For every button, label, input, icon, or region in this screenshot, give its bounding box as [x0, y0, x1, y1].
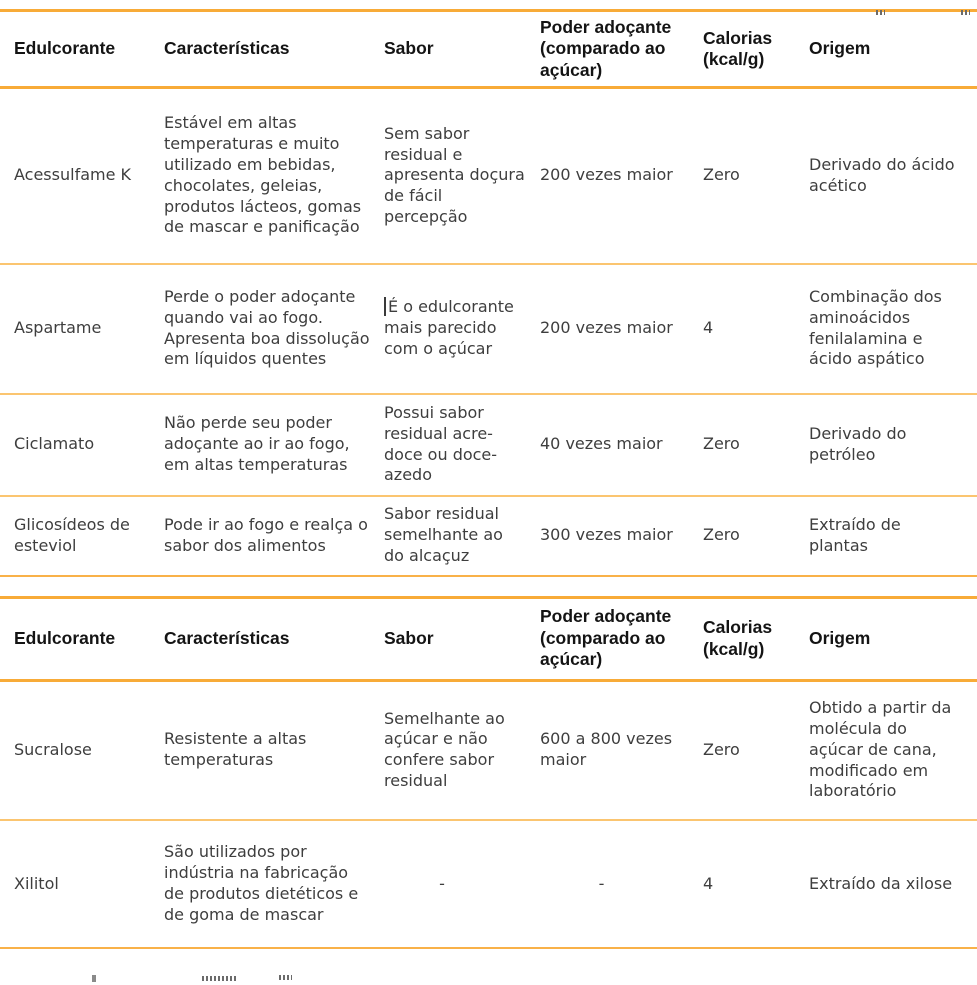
cell-sabor[interactable]	[384, 264, 540, 394]
cell-caracteristicas: Não perde seu poder adoçante ao ir ao fogo, em altas temperaturas	[164, 394, 384, 496]
cell-origem: Derivado do ácido acético	[809, 88, 977, 264]
sweeteners-comparison-page	[0, 9, 977, 985]
text-cursor	[384, 297, 386, 316]
cell-sabor: Possui sabor residual acre-doce ou doce-azedo	[384, 394, 540, 496]
column-header-caracteristicas: Características	[164, 597, 384, 680]
cell-poder-adocante: 200 vezes maior	[540, 88, 703, 264]
sweeteners-table-2	[0, 596, 977, 950]
column-header-calorias: Calorias (kcal/g)	[703, 11, 809, 88]
cell-edulcorante: Acessulfame K	[0, 88, 164, 264]
cell-poder-adocante: 200 vezes maior	[540, 264, 703, 394]
column-header-origem: Origem	[809, 11, 977, 88]
cell-calorias: Zero	[703, 496, 809, 576]
cell-caracteristicas: Resistente a altas temperaturas	[164, 680, 384, 820]
cell-caracteristicas: São utilizados por indústria na fabricação de produtos dietéticos e de goma de mascar	[164, 820, 384, 948]
cell-poder-adocante: -	[540, 820, 703, 948]
cell-origem: Derivado do petróleo	[809, 394, 977, 496]
cell-origem: Combinação dos aminoácidos fenilalamina e ácido aspático	[809, 264, 977, 394]
table-row-aspartame	[0, 264, 977, 394]
cell-calorias: 4	[703, 264, 809, 394]
column-header-caracteristicas: Características	[164, 11, 384, 88]
table-row-xilitol	[0, 820, 977, 948]
cell-sabor: Semelhante ao açúcar e não confere sabor residual	[384, 680, 540, 820]
column-header-sabor: Sabor	[384, 11, 540, 88]
column-header-calorias: Calorias (kcal/g)	[703, 597, 809, 680]
crop-artifact	[202, 976, 236, 981]
crop-artifact	[961, 10, 970, 15]
sweeteners-table-1	[0, 9, 977, 577]
column-header-sabor: Sabor	[384, 597, 540, 680]
cell-sabor-text: É o edulcorante mais parecido com o açúcar	[384, 297, 514, 358]
cell-edulcorante: Aspartame	[0, 264, 164, 394]
cell-poder-adocante: 40 vezes maior	[540, 394, 703, 496]
column-header-edulcorante: Edulcorante	[0, 597, 164, 680]
cell-calorias: Zero	[703, 394, 809, 496]
cell-caracteristicas: Pode ir ao fogo e realça o sabor dos alimentos	[164, 496, 384, 576]
crop-artifact	[92, 975, 96, 982]
cell-calorias: Zero	[703, 88, 809, 264]
table-row-glicosideos-de-esteviol	[0, 496, 977, 576]
crop-artifact	[876, 10, 885, 15]
table-row-sucralose	[0, 680, 977, 820]
table-row-acessulfame-k	[0, 88, 977, 264]
cell-sabor: Sem sabor residual e apresenta doçura de fácil percepção	[384, 88, 540, 264]
cell-poder-adocante: 300 vezes maior	[540, 496, 703, 576]
cell-caracteristicas: Perde o poder adoçante quando vai ao fogo. Apresenta boa dissolução em líquidos quentes	[164, 264, 384, 394]
table-header-row	[0, 11, 977, 88]
table-row-ciclamato	[0, 394, 977, 496]
cell-sabor: -	[384, 820, 540, 948]
cell-calorias: 4	[703, 820, 809, 948]
cell-origem: Obtido a partir da molécula do açúcar de cana, modificado em laboratório	[809, 680, 977, 820]
cell-origem: Extraído de plantas	[809, 496, 977, 576]
cell-sabor: Sabor residual semelhante ao do alcaçuz	[384, 496, 540, 576]
cell-caracteristicas: Estável em altas temperaturas e muito utilizado em bebidas, chocolates, geleias, produtos lácteos, gomas de mascar e panificação	[164, 88, 384, 264]
cell-edulcorante: Xilitol	[0, 820, 164, 948]
cell-edulcorante: Glicosídeos de esteviol	[0, 496, 164, 576]
cell-calorias: Zero	[703, 680, 809, 820]
table-header-row	[0, 597, 977, 680]
column-header-edulcorante: Edulcorante	[0, 11, 164, 88]
cell-edulcorante: Ciclamato	[0, 394, 164, 496]
cell-poder-adocante: 600 a 800 vezes maior	[540, 680, 703, 820]
column-header-poder-adocante: Poder adoçante (comparado ao açúcar)	[540, 11, 703, 88]
cell-origem: Extraído da xilose	[809, 820, 977, 948]
column-header-origem: Origem	[809, 597, 977, 680]
cell-edulcorante: Sucralose	[0, 680, 164, 820]
column-header-poder-adocante: Poder adoçante (comparado ao açúcar)	[540, 597, 703, 680]
